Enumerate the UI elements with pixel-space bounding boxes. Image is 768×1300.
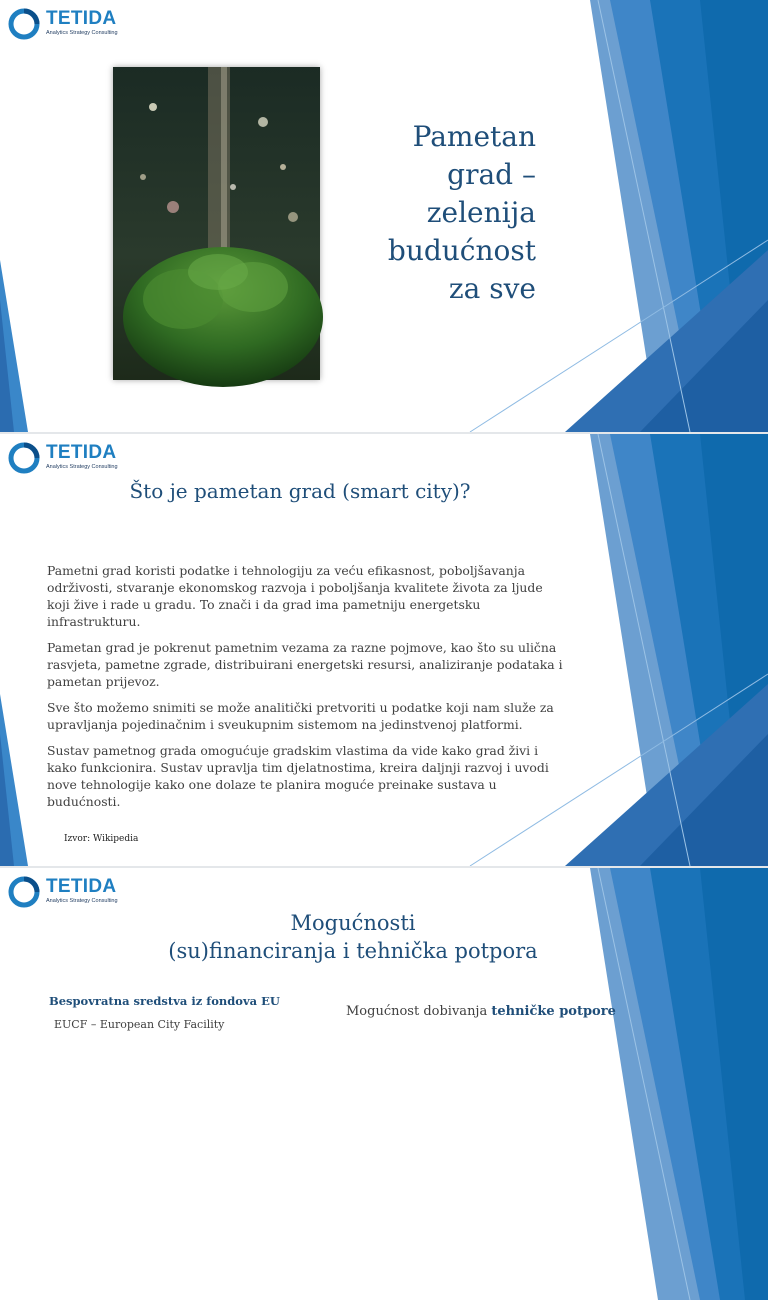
logo-name: TETIDA [46, 442, 117, 463]
logo-ring-icon [8, 876, 40, 908]
slide-1-title [340, 118, 536, 308]
title-line: za sve [448, 272, 536, 305]
slide-2 [0, 434, 768, 866]
logo-tagline: Analytics Strategy Consulting [46, 464, 118, 470]
title-line: Mogućnosti [290, 911, 416, 935]
grants-heading: Bespovratna sredstva iz fondova EU [49, 994, 280, 1008]
title-line: Pametan [412, 120, 536, 153]
tetida-logo [8, 440, 128, 476]
slide-3-title [130, 909, 576, 965]
paragraph: Pametan grad je pokrenut pametnim vezama za razne pojmove, kao što su ulična rasvjeta, pametne zgrade, distribuirani energetski resursi, analiziranje podataka i pametan prijevoz. [47, 640, 563, 689]
technical-support-text [346, 1004, 616, 1019]
slide-2-title: Što je pametan grad (smart city)? [129, 479, 471, 503]
text-bold: tehničke potpore [491, 1004, 616, 1019]
title-line: (su)financiranja i tehnička potpora [168, 939, 538, 963]
tetida-logo [8, 874, 128, 910]
grant-item: EUCF – European City Facility [54, 1018, 225, 1031]
logo-tagline: Analytics Strategy Consulting [46, 30, 118, 36]
slide-1 [0, 0, 768, 432]
tetida-logo [8, 6, 128, 42]
title-line: zelenija [426, 196, 536, 229]
logo-tagline: Analytics Strategy Consulting [46, 898, 118, 904]
paragraph: Sustav pametnog grada omogućuje gradskim vlastima da vide kako grad živi i kako funkcionira. Sustav upravlja tim djelatnostima, kreira daljnji razvoj i uvodi nove tehnologije kako one dolaze te planira moguće preinake sustava u budućnosti. [47, 743, 549, 809]
slide-3 [0, 868, 768, 1031]
source-note: Izvor: Wikipedia [64, 834, 139, 844]
title-line: grad – [447, 158, 536, 191]
photo-image [113, 67, 320, 380]
paragraph: Sve što možemo snimiti se može analitički pretvoriti u podatke koji nam služe za upravljanja pojedinačnim i sveukupnim sistemom na jedinstvenoj platformi. [47, 700, 554, 732]
logo-name: TETIDA [46, 876, 117, 897]
title-line: budućnost [387, 234, 536, 267]
text-prefix: Mogućnost dobivanja [346, 1004, 492, 1019]
logo-ring-icon [8, 8, 40, 40]
slide-2-body [47, 562, 567, 819]
logo-ring-icon [8, 442, 40, 474]
logo-name: TETIDA [46, 8, 117, 29]
city-night-photo [113, 67, 320, 380]
paragraph: Pametni grad koristi podatke i tehnologiju za veću efikasnost, poboljšavanja održivosti, stvaranje ekonomskog razvoja i poboljšanja kvalitete života za ljude koji žive i rade u gradu. To znači i da grad ima pametniju energetsku infrastrukturu. [47, 563, 543, 629]
